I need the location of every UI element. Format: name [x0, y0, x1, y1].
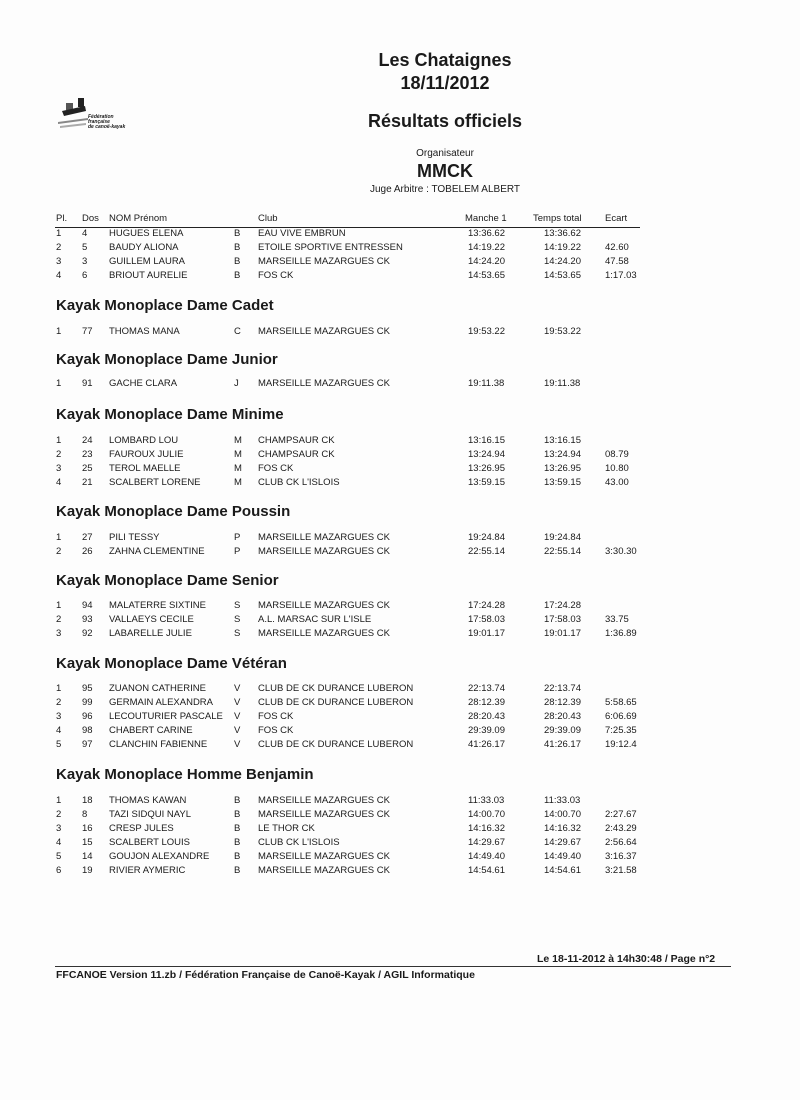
result-row [0, 823, 800, 837]
place-cell: 2 [56, 809, 62, 820]
total-time-cell: 19:11.38 [544, 378, 581, 389]
club-cell: MARSEILLE MAZARGUES CK [258, 546, 390, 557]
total-time-cell: 14:49.40 [544, 851, 581, 862]
result-row [0, 725, 800, 739]
run1-cell: 13:26.95 [468, 463, 505, 474]
place-cell: 1 [56, 600, 62, 611]
result-row [0, 256, 800, 270]
col-bib: Dos [82, 213, 99, 224]
run1-cell: 14:49.40 [468, 851, 505, 862]
club-cell: CLUB DE CK DURANCE LUBERON [258, 683, 414, 694]
run1-cell: 17:24.28 [468, 600, 505, 611]
run1-cell: 13:24.94 [468, 449, 505, 460]
bib-cell: 5 [82, 242, 88, 253]
club-cell: MARSEILLE MAZARGUES CK [258, 628, 390, 639]
club-cell: A.L. MARSAC SUR L'ISLE [258, 614, 372, 625]
software-credit: FFCANOE Version 11.zb / Fédération Française de Canoë-Kayak / AGIL Informatique [56, 969, 475, 981]
footer-rule [55, 966, 731, 967]
club-cell: MARSEILLE MAZARGUES CK [258, 809, 390, 820]
club-cell: LE THOR CK [258, 823, 315, 834]
name-cell: LABARELLE JULIE [109, 628, 192, 639]
name-cell: LECOUTURIER PASCALE [109, 711, 223, 722]
club-cell: MARSEILLE MAZARGUES CK [258, 378, 390, 389]
col-place: Pl. [56, 213, 68, 224]
place-cell: 1 [56, 795, 62, 806]
bib-cell: 18 [82, 795, 93, 806]
category-cell: B [234, 228, 241, 239]
gap-cell: 5:58.65 [605, 697, 637, 708]
name-cell: CHABERT CARINE [109, 725, 193, 736]
result-row [0, 449, 800, 463]
bib-cell: 25 [82, 463, 93, 474]
name-cell: BRIOUT AURELIE [109, 270, 188, 281]
category-cell: B [234, 242, 241, 253]
logo-text-line: de canoë-kayak [88, 124, 126, 130]
result-row [0, 435, 800, 449]
club-cell: CLUB CK L'ISLOIS [258, 477, 340, 488]
name-cell: TAZI SIDQUI NAYL [109, 809, 191, 820]
total-time-cell: 11:33.03 [544, 795, 581, 806]
gap-cell: 1:17.03 [605, 270, 637, 281]
place-cell: 5 [56, 851, 62, 862]
name-cell: THOMAS KAWAN [109, 795, 187, 806]
total-time-cell: 14:00.70 [544, 809, 581, 820]
run1-cell: 13:59.15 [468, 477, 505, 488]
club-cell: CLUB DE CK DURANCE LUBERON [258, 697, 414, 708]
run1-cell: 14:16.32 [468, 823, 505, 834]
club-cell: MARSEILLE MAZARGUES CK [258, 851, 390, 862]
document-title: Résultats officiels [367, 111, 523, 131]
result-row [0, 697, 800, 711]
bib-cell: 26 [82, 546, 93, 557]
place-cell: 3 [56, 628, 62, 639]
category-cell: B [234, 256, 241, 267]
category-cell: B [234, 837, 241, 848]
col-run1: Manche 1 [465, 213, 507, 224]
run1-cell: 29:39.09 [468, 725, 505, 736]
category-cell: B [234, 270, 241, 281]
bib-cell: 95 [82, 683, 93, 694]
run1-cell: 19:24.84 [468, 532, 505, 543]
result-row [0, 378, 800, 392]
category-cell: V [234, 739, 241, 750]
logo-text-line: française [88, 119, 110, 125]
bib-cell: 92 [82, 628, 93, 639]
bib-cell: 8 [82, 809, 88, 820]
run1-cell: 17:58.03 [468, 614, 505, 625]
name-cell: GOUJON ALEXANDRE [109, 851, 210, 862]
result-row [0, 477, 800, 491]
print-date: Le 18-11-2012 à 14h30:48 / Page n°2 [537, 953, 716, 965]
total-time-cell: 14:16.32 [544, 823, 581, 834]
total-time-cell: 17:24.28 [544, 600, 581, 611]
total-time-cell: 22:55.14 [544, 546, 581, 557]
result-row [0, 546, 800, 560]
gap-cell: 1:36.89 [605, 628, 637, 639]
total-time-cell: 22:13.74 [544, 683, 581, 694]
run1-cell: 14:19.22 [468, 242, 505, 253]
bib-cell: 93 [82, 614, 93, 625]
category-cell: C [234, 326, 241, 337]
run1-cell: 14:53.65 [468, 270, 505, 281]
place-cell: 1 [56, 326, 62, 337]
run1-cell: 28:12.39 [468, 697, 505, 708]
section-title: Kayak Monoplace Dame Vétéran [56, 655, 287, 672]
category-cell: V [234, 697, 241, 708]
run1-cell: 41:26.17 [468, 739, 505, 750]
category-cell: P [234, 546, 241, 557]
bib-cell: 99 [82, 697, 93, 708]
run1-cell: 28:20.43 [468, 711, 505, 722]
gap-cell: 6:06.69 [605, 711, 637, 722]
place-cell: 2 [56, 614, 62, 625]
name-cell: VALLAEYS CECILE [109, 614, 194, 625]
bib-cell: 97 [82, 739, 93, 750]
total-time-cell: 13:16.15 [544, 435, 581, 446]
category-cell: B [234, 795, 241, 806]
place-cell: 1 [56, 435, 62, 446]
column-headers [0, 213, 800, 227]
gap-cell: 47.58 [605, 256, 629, 267]
gap-cell: 3:30.30 [605, 546, 637, 557]
place-cell: 4 [56, 270, 62, 281]
club-cell: MARSEILLE MAZARGUES CK [258, 532, 390, 543]
section-title: Kayak Monoplace Dame Senior [56, 572, 279, 589]
bib-cell: 16 [82, 823, 93, 834]
total-time-cell: 19:01.17 [544, 628, 581, 639]
gap-cell: 2:56.64 [605, 837, 637, 848]
bib-cell: 15 [82, 837, 93, 848]
place-cell: 4 [56, 837, 62, 848]
total-time-cell: 14:54.61 [544, 865, 581, 876]
col-total-time: Temps total [533, 213, 582, 224]
run1-cell: 13:16.15 [468, 435, 505, 446]
run1-cell: 19:01.17 [468, 628, 505, 639]
place-cell: 4 [56, 725, 62, 736]
result-row [0, 600, 800, 614]
category-cell: J [234, 378, 239, 389]
result-row [0, 228, 800, 242]
gap-cell: 42.60 [605, 242, 629, 253]
category-cell: V [234, 683, 241, 694]
result-row [0, 739, 800, 753]
total-time-cell: 41:26.17 [544, 739, 581, 750]
club-cell: MARSEILLE MAZARGUES CK [258, 256, 390, 267]
category-cell: P [234, 532, 241, 543]
category-cell: V [234, 725, 241, 736]
run1-cell: 22:13.74 [468, 683, 505, 694]
club-cell: MARSEILLE MAZARGUES CK [258, 865, 390, 876]
bib-cell: 27 [82, 532, 93, 543]
bib-cell: 94 [82, 600, 93, 611]
federation-logo [58, 98, 166, 134]
name-cell: CRESP JULES [109, 823, 174, 834]
gap-cell: 3:21.58 [605, 865, 637, 876]
section-title: Kayak Monoplace Dame Poussin [56, 503, 291, 520]
col-gap: Ecart [605, 213, 628, 224]
club-cell: EAU VIVE EMBRUN [258, 228, 346, 239]
result-row [0, 614, 800, 628]
gap-cell: 2:27.67 [605, 809, 637, 820]
category-cell: M [234, 477, 242, 488]
name-cell: THOMAS MANA [109, 326, 180, 337]
place-cell: 5 [56, 739, 62, 750]
bib-cell: 91 [82, 378, 93, 389]
result-row [0, 242, 800, 256]
club-cell: FOS CK [258, 270, 294, 281]
club-cell: MARSEILLE MAZARGUES CK [258, 326, 390, 337]
result-row [0, 795, 800, 809]
club-cell: MARSEILLE MAZARGUES CK [258, 795, 390, 806]
run1-cell: 11:33.03 [468, 795, 505, 806]
result-row [0, 270, 800, 284]
total-time-cell: 14:29.67 [544, 837, 581, 848]
result-row [0, 683, 800, 697]
place-cell: 2 [56, 449, 62, 460]
bib-cell: 4 [82, 228, 88, 239]
place-cell: 2 [56, 242, 62, 253]
bib-cell: 3 [82, 256, 88, 267]
club-cell: CHAMPSAUR CK [258, 449, 335, 460]
result-row [0, 711, 800, 725]
logo-text-line: Fédération [88, 114, 114, 120]
club-cell: MARSEILLE MAZARGUES CK [258, 600, 390, 611]
name-cell: CLANCHIN FABIENNE [109, 739, 208, 750]
total-time-cell: 29:39.09 [544, 725, 581, 736]
place-cell: 6 [56, 865, 62, 876]
category-cell: S [234, 600, 241, 611]
total-time-cell: 28:20.43 [544, 711, 581, 722]
total-time-cell: 14:24.20 [544, 256, 581, 267]
category-cell: B [234, 809, 241, 820]
bib-cell: 19 [82, 865, 93, 876]
category-cell: S [234, 628, 241, 639]
name-cell: GUILLEM LAURA [109, 256, 186, 267]
place-cell: 1 [56, 228, 62, 239]
category-cell: B [234, 851, 241, 862]
place-cell: 4 [56, 477, 62, 488]
place-cell: 1 [56, 378, 62, 389]
bib-cell: 23 [82, 449, 93, 460]
club-cell: ETOILE SPORTIVE ENTRESSEN [258, 242, 403, 253]
run1-cell: 14:29.67 [468, 837, 505, 848]
category-cell: M [234, 435, 242, 446]
result-row [0, 326, 800, 340]
total-time-cell: 13:59.15 [544, 477, 581, 488]
name-cell: FAUROUX JULIE [109, 449, 184, 460]
run1-cell: 14:24.20 [468, 256, 505, 267]
name-cell: GERMAIN ALEXANDRA [109, 697, 213, 708]
name-cell: PILI TESSY [109, 532, 160, 543]
referee-name: Juge Arbitre : TOBELEM ALBERT [369, 184, 521, 195]
bib-cell: 21 [82, 477, 93, 488]
total-time-cell: 19:53.22 [544, 326, 581, 337]
bib-cell: 6 [82, 270, 88, 281]
place-cell: 3 [56, 256, 62, 267]
total-time-cell: 14:53.65 [544, 270, 581, 281]
name-cell: MALATERRE SIXTINE [109, 600, 206, 611]
category-cell: M [234, 463, 242, 474]
gap-cell: 33.75 [605, 614, 629, 625]
kayak-logo-icon [58, 98, 88, 134]
place-cell: 1 [56, 532, 62, 543]
result-row [0, 532, 800, 546]
bib-cell: 77 [82, 326, 93, 337]
club-cell: CLUB CK L'ISLOIS [258, 837, 340, 848]
result-row [0, 837, 800, 851]
category-cell: B [234, 865, 241, 876]
name-cell: RIVIER AYMERIC [109, 865, 186, 876]
bib-cell: 96 [82, 711, 93, 722]
total-time-cell: 28:12.39 [544, 697, 581, 708]
name-cell: HUGUES ELENA [109, 228, 184, 239]
gap-cell: 19:12.4 [605, 739, 637, 750]
category-cell: M [234, 449, 242, 460]
run1-cell: 19:53.22 [468, 326, 505, 337]
total-time-cell: 13:26.95 [544, 463, 581, 474]
category-cell: V [234, 711, 241, 722]
bib-cell: 14 [82, 851, 93, 862]
club-cell: CLUB DE CK DURANCE LUBERON [258, 739, 414, 750]
col-club: Club [258, 213, 278, 224]
place-cell: 3 [56, 823, 62, 834]
gap-cell: 2:43.29 [605, 823, 637, 834]
section-title: Kayak Monoplace Dame Cadet [56, 297, 274, 314]
run1-cell: 14:54.61 [468, 865, 505, 876]
club-cell: FOS CK [258, 725, 294, 736]
total-time-cell: 13:36.62 [544, 228, 581, 239]
section-title: Kayak Monoplace Dame Minime [56, 406, 284, 423]
category-cell: S [234, 614, 241, 625]
place-cell: 2 [56, 546, 62, 557]
run1-cell: 13:36.62 [468, 228, 505, 239]
club-cell: FOS CK [258, 463, 294, 474]
result-row [0, 463, 800, 477]
gap-cell: 10.80 [605, 463, 629, 474]
run1-cell: 22:55.14 [468, 546, 505, 557]
gap-cell: 08.79 [605, 449, 629, 460]
name-cell: SCALBERT LOUIS [109, 837, 190, 848]
place-cell: 3 [56, 711, 62, 722]
name-cell: ZUANON CATHERINE [109, 683, 206, 694]
gap-cell: 7:25.35 [605, 725, 637, 736]
name-cell: ZAHNA CLEMENTINE [109, 546, 205, 557]
category-cell: B [234, 823, 241, 834]
bib-cell: 98 [82, 725, 93, 736]
bib-cell: 24 [82, 435, 93, 446]
place-cell: 2 [56, 697, 62, 708]
total-time-cell: 14:19.22 [544, 242, 581, 253]
run1-cell: 14:00.70 [468, 809, 505, 820]
run1-cell: 19:11.38 [468, 378, 505, 389]
gap-cell: 3:16.37 [605, 851, 637, 862]
name-cell: SCALBERT LORENE [109, 477, 201, 488]
section-title: Kayak Monoplace Dame Junior [56, 351, 278, 368]
result-row [0, 865, 800, 879]
club-cell: FOS CK [258, 711, 294, 722]
col-name: NOM Prénom [109, 213, 168, 224]
section-title: Kayak Monoplace Homme Benjamin [56, 766, 314, 783]
event-name: Les Chataignes [378, 50, 512, 70]
result-row [0, 851, 800, 865]
place-cell: 3 [56, 463, 62, 474]
result-row [0, 628, 800, 642]
total-time-cell: 13:24.94 [544, 449, 581, 460]
name-cell: LOMBARD LOU [109, 435, 179, 446]
total-time-cell: 17:58.03 [544, 614, 581, 625]
event-date: 18/11/2012 [400, 73, 490, 93]
total-time-cell: 19:24.84 [544, 532, 581, 543]
name-cell: TEROL MAELLE [109, 463, 181, 474]
name-cell: BAUDY ALIONA [109, 242, 179, 253]
result-row [0, 809, 800, 823]
club-cell: CHAMPSAUR CK [258, 435, 335, 446]
gap-cell: 43.00 [605, 477, 629, 488]
organizer-name: MMCK [417, 161, 473, 181]
name-cell: GACHE CLARA [109, 378, 178, 389]
organizer-label: Organisateur [416, 148, 474, 159]
place-cell: 1 [56, 683, 62, 694]
